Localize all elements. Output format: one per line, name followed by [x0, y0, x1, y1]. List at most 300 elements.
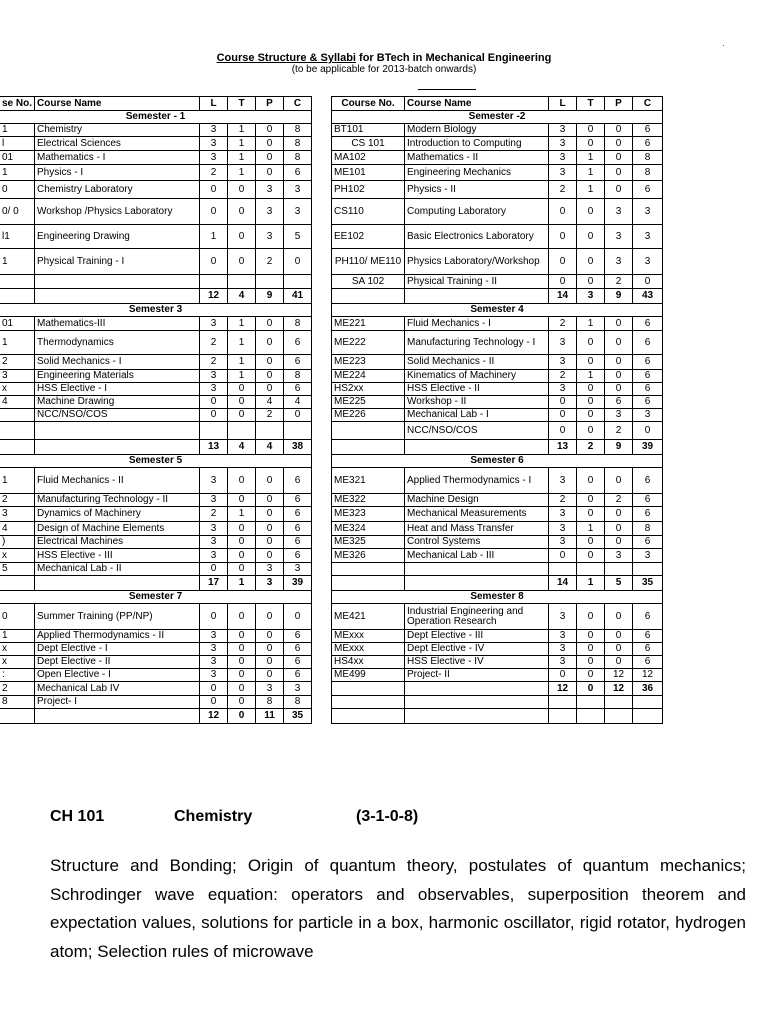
ltpc-t-right: 1: [577, 370, 605, 383]
ltpc-p-left: 2: [256, 409, 284, 422]
ltpc-t-right: 0: [577, 331, 605, 355]
ltpc-p-left: 0: [256, 604, 284, 630]
ltpc-p-right: 3: [605, 249, 633, 275]
ltpc-l-left: 0: [200, 181, 228, 199]
column-gap: [312, 151, 332, 165]
ltpc-c-right: 3: [633, 199, 663, 225]
page-title: [0, 52, 768, 64]
ltpc-c-left: 5: [284, 225, 312, 249]
course-no-left: 01: [0, 151, 35, 165]
total-row: [0, 709, 663, 724]
column-gap: [312, 289, 332, 304]
ltpc-l-left: 3: [200, 669, 228, 682]
course-no-right: BT101: [332, 124, 405, 137]
ltpc-c-right: 6: [633, 355, 663, 370]
ltpc-t-left: 0: [228, 225, 256, 249]
column-gap: [312, 97, 332, 111]
total-t-right: 3: [577, 289, 605, 304]
ltpc-t-right: 0: [577, 124, 605, 137]
column-gap: [312, 604, 332, 630]
ltpc-c-right: 3: [633, 549, 663, 563]
course-row: [0, 630, 663, 643]
total-spacer-left: [0, 289, 35, 304]
ltpc-l-left: 0: [200, 696, 228, 709]
ltpc-p-left: 3: [256, 563, 284, 576]
ltpc-l-right: 12: [549, 682, 577, 696]
ltpc-l-right: 0: [549, 422, 577, 440]
ltpc-t-right: 1: [577, 181, 605, 199]
ltpc-c-right: 3: [633, 409, 663, 422]
ltpc-c-left: 3: [284, 563, 312, 576]
course-name-left: Thermodynamics: [35, 331, 200, 355]
course-name-right: Solid Mechanics - II: [405, 355, 549, 370]
course-name-right: Machine Design: [405, 494, 549, 507]
ltpc-l-right: 0: [549, 396, 577, 409]
ltpc-c-right: 36: [633, 682, 663, 696]
column-gap: [312, 549, 332, 563]
ltpc-t-right: 0: [577, 199, 605, 225]
total-spacer-left: [35, 289, 200, 304]
course-no-left: 1: [0, 165, 35, 181]
course-row: [0, 199, 663, 225]
course-name-right: [405, 682, 549, 696]
course-name-right: HSS Elective - II: [405, 383, 549, 396]
total-l-right: 13: [549, 440, 577, 455]
ltpc-p-left: 0: [256, 137, 284, 151]
total-p-left: 9: [256, 289, 284, 304]
ltpc-l-right: 3: [549, 468, 577, 494]
ltpc-t-left: 0: [228, 522, 256, 536]
course-name-left: Open Elective - I: [35, 669, 200, 682]
course-name-right: Heat and Mass Transfer: [405, 522, 549, 536]
column-gap: [312, 370, 332, 383]
course-name-right: Basic Electronics Laboratory: [405, 225, 549, 249]
course-no-left: x: [0, 549, 35, 563]
ltpc-l-right: 0: [549, 409, 577, 422]
ltpc-p-left: 0: [256, 494, 284, 507]
semester-label-right: Semester 8: [332, 591, 663, 604]
column-gap: [312, 591, 332, 604]
course-row: [0, 275, 663, 289]
total-c-right: 35: [633, 576, 663, 591]
total-c-left: 38: [284, 440, 312, 455]
course-row: [0, 656, 663, 669]
course-no-right: MA102: [332, 151, 405, 165]
ltpc-t-right: 0: [577, 643, 605, 656]
course-row: [0, 643, 663, 656]
ltpc-p-right: 0: [605, 643, 633, 656]
ltpc-c-right: 6: [633, 468, 663, 494]
course-structure-table: [0, 96, 663, 724]
course-no-left: [0, 409, 35, 422]
ltpc-p-right: 0: [605, 370, 633, 383]
semester-label-left: Semester 3: [0, 304, 312, 317]
course-row: [0, 383, 663, 396]
corner-mark: .: [722, 38, 725, 49]
ltpc-p-left: [256, 275, 284, 289]
course-no-left: 2: [0, 682, 35, 696]
ltpc-p-right: 0: [605, 656, 633, 669]
course-no-right: ME322: [332, 494, 405, 507]
ltpc-t-left: 0: [228, 199, 256, 225]
ltpc-c-right: 6: [633, 494, 663, 507]
total-c-left: 41: [284, 289, 312, 304]
column-gap: [312, 124, 332, 137]
ltpc-c-left: 0: [284, 249, 312, 275]
course-row: [0, 563, 663, 576]
ltpc-c-right: 6: [633, 656, 663, 669]
course-no-right: ME101: [332, 165, 405, 181]
ltpc-c-right: 6: [633, 383, 663, 396]
ltpc-l-right: 3: [549, 630, 577, 643]
column-gap: [312, 317, 332, 331]
course-no-left: l: [0, 137, 35, 151]
course-no-right: MExxx: [332, 630, 405, 643]
course-no-right: ME324: [332, 522, 405, 536]
course-row: [0, 507, 663, 522]
column-gap: [312, 576, 332, 591]
course-no-left: 1: [0, 249, 35, 275]
course-no-right: ME321: [332, 468, 405, 494]
ltpc-p-left: 3: [256, 225, 284, 249]
ltpc-c-right: 6: [633, 124, 663, 137]
total-c-left: 39: [284, 576, 312, 591]
ltpc-l-left: 3: [200, 383, 228, 396]
course-name-right: HSS Elective - IV: [405, 656, 549, 669]
total-p-left: 11: [256, 709, 284, 724]
ltpc-l-right: 3: [549, 151, 577, 165]
ltpc-l-left: 3: [200, 643, 228, 656]
course-name-right: Engineering Mechanics: [405, 165, 549, 181]
ltpc-p-right: 0: [605, 536, 633, 549]
ltpc-p-right: 2: [605, 494, 633, 507]
course-name-left: Dept Elective - II: [35, 656, 200, 669]
ltpc-c-left: 6: [284, 507, 312, 522]
ltpc-l-left: 3: [200, 468, 228, 494]
course-no-right: ME326: [332, 549, 405, 563]
ltpc-t-left: 0: [228, 563, 256, 576]
course-no-right: MExxx: [332, 643, 405, 656]
course-name-right: Applied Thermodynamics - I: [405, 468, 549, 494]
ltpc-c-left: 3: [284, 181, 312, 199]
course-no-right: ME325: [332, 536, 405, 549]
ltpc-p-left: 3: [256, 682, 284, 696]
course-name-right: Workshop - II: [405, 396, 549, 409]
ltpc-t-left: 1: [228, 137, 256, 151]
total-p-left: 3: [256, 576, 284, 591]
ltpc-t-left: 1: [228, 331, 256, 355]
ltpc-p-right: 3: [605, 199, 633, 225]
total-spacer-right: [405, 289, 549, 304]
ltpc-t-left: 0: [228, 383, 256, 396]
total-l-right: 14: [549, 289, 577, 304]
ltpc-c-left: 6: [284, 331, 312, 355]
course-name-left: Dept Elective - I: [35, 643, 200, 656]
course-name-left: [35, 275, 200, 289]
ltpc-t-right: 1: [577, 317, 605, 331]
ltpc-p-left: 0: [256, 549, 284, 563]
course-name-right: [405, 563, 549, 576]
ltpc-p-left: 0: [256, 165, 284, 181]
ltpc-t-right: [577, 696, 605, 709]
course-name-left: Project- I: [35, 696, 200, 709]
column-gap: [312, 536, 332, 549]
ltpc-l-right: 3: [549, 604, 577, 630]
total-spacer-right: [332, 440, 405, 455]
ltpc-c-left: [284, 422, 312, 440]
course-row: [0, 317, 663, 331]
course-name-right: Mechanical Lab - III: [405, 549, 549, 563]
course-row: [0, 181, 663, 199]
course-no-right: PH102: [332, 181, 405, 199]
column-gap: [312, 181, 332, 199]
ltpc-c-right: 0: [633, 275, 663, 289]
ltpc-l-left: 1: [200, 225, 228, 249]
ltpc-l-right: 3: [549, 331, 577, 355]
column-gap: [312, 709, 332, 724]
ltpc-t-right: 0: [577, 656, 605, 669]
semester-label-left: Semester 5: [0, 455, 312, 468]
total-t-left: 4: [228, 440, 256, 455]
total-spacer-right: [332, 576, 405, 591]
ltpc-p-right: 0: [605, 331, 633, 355]
ltpc-c-right: 6: [633, 643, 663, 656]
ltpc-c-right: [633, 696, 663, 709]
ltpc-c-left: 0: [284, 604, 312, 630]
ltpc-l-right: 0: [549, 199, 577, 225]
ltpc-c-right: 6: [633, 536, 663, 549]
ltpc-p-left: 0: [256, 468, 284, 494]
header-l-left: L: [200, 97, 228, 111]
ltpc-p-right: [605, 696, 633, 709]
ltpc-p-right: 0: [605, 630, 633, 643]
course-heading: [0, 806, 768, 830]
course-name: Chemistry: [174, 808, 253, 825]
course-no-left: 1: [0, 468, 35, 494]
ltpc-l-left: 2: [200, 165, 228, 181]
ltpc-p-right: [605, 563, 633, 576]
semester-row: [0, 591, 663, 604]
ltpc-p-left: 0: [256, 630, 284, 643]
ltpc-t-right: 0: [577, 396, 605, 409]
course-no-right: [332, 696, 405, 709]
course-row: [0, 225, 663, 249]
ltpc-p-right: 0: [605, 317, 633, 331]
ltpc-p-right: 0: [605, 151, 633, 165]
course-no-left: 5: [0, 563, 35, 576]
course-no-left: 2: [0, 355, 35, 370]
title-underlined: Course Structure & Syllabi: [216, 52, 356, 64]
ltpc-p-right: 2: [605, 422, 633, 440]
ltpc-c-right: 12: [633, 669, 663, 682]
course-row: [0, 536, 663, 549]
total-spacer-left: [0, 576, 35, 591]
total-c-right: 39: [633, 440, 663, 455]
ltpc-p-right: 0: [605, 507, 633, 522]
total-spacer-right: [405, 709, 549, 724]
course-name-left: Chemistry Laboratory: [35, 181, 200, 199]
column-gap: [312, 304, 332, 317]
ltpc-t-left: 0: [228, 468, 256, 494]
course-name-right: [405, 696, 549, 709]
total-spacer-left: [0, 709, 35, 724]
course-no-left: 4: [0, 522, 35, 536]
ltpc-c-left: 6: [284, 355, 312, 370]
total-spacer-left: [35, 440, 200, 455]
course-no-left: 1: [0, 124, 35, 137]
course-no-left: :: [0, 669, 35, 682]
ltpc-t-left: 0: [228, 181, 256, 199]
header-p-right: P: [605, 97, 633, 111]
ltpc-p-left: 0: [256, 151, 284, 165]
ltpc-p-right: 0: [605, 522, 633, 536]
ltpc-p-right: 6: [605, 396, 633, 409]
course-no-right: SA 102: [332, 275, 405, 289]
total-spacer-right: [332, 709, 405, 724]
ltpc-p-left: 0: [256, 656, 284, 669]
ltpc-c-right: 6: [633, 630, 663, 643]
ltpc-p-right: 0: [605, 181, 633, 199]
ltpc-l-left: 0: [200, 409, 228, 422]
header-c-right: C: [633, 97, 663, 111]
course-name-left: Machine Drawing: [35, 396, 200, 409]
ltpc-t-left: 1: [228, 165, 256, 181]
ltpc-c-left: 8: [284, 317, 312, 331]
header-row: [0, 97, 663, 111]
total-l-left: 13: [200, 440, 228, 455]
ltpc-c-left: 0: [284, 409, 312, 422]
column-gap: [312, 455, 332, 468]
ltpc-p-left: 0: [256, 669, 284, 682]
column-gap: [312, 199, 332, 225]
column-gap: [312, 669, 332, 682]
semester-row: [0, 304, 663, 317]
course-name-right: Mechanical Measurements: [405, 507, 549, 522]
ltpc-p-right: 2: [605, 275, 633, 289]
course-row: [0, 549, 663, 563]
ltpc-l-left: [200, 422, 228, 440]
ltpc-p-right: 12: [605, 669, 633, 682]
ltpc-p-right: 0: [605, 165, 633, 181]
ltpc-t-left: [228, 422, 256, 440]
ltpc-l-right: 2: [549, 370, 577, 383]
course-name-left: Engineering Drawing: [35, 225, 200, 249]
ltpc-t-left: 0: [228, 396, 256, 409]
ltpc-t-left: 1: [228, 355, 256, 370]
ltpc-t-right: 0: [577, 630, 605, 643]
column-gap: [312, 409, 332, 422]
course-name-left: Physics - I: [35, 165, 200, 181]
ltpc-t-right: 1: [577, 151, 605, 165]
course-description: Structure and Bonding; Origin of quantum theory, postulates of quantum mechanics; Schrodinger wave equation: operators and observables, superposition theorem and expectation values, solutions for particle in a box, harmonic oscillator, rigid rotator, hydrogen atom; Selection rules of microwave: [50, 856, 746, 961]
course-row: [0, 409, 663, 422]
course-name-left: Solid Mechanics - I: [35, 355, 200, 370]
ltpc-p-left: 2: [256, 249, 284, 275]
ltpc-l-right: 3: [549, 522, 577, 536]
ltpc-l-left: 3: [200, 549, 228, 563]
course-no-left: 1: [0, 630, 35, 643]
total-t-right: 2: [577, 440, 605, 455]
total-row: [0, 440, 663, 455]
ltpc-t-left: 1: [228, 317, 256, 331]
course-no-left: 1: [0, 331, 35, 355]
header-t-left: T: [228, 97, 256, 111]
semester-row: [0, 455, 663, 468]
course-no-right: HS4xx: [332, 656, 405, 669]
total-p-right: [605, 709, 633, 724]
ltpc-l-left: 3: [200, 151, 228, 165]
header-course-name-right: Course Name: [405, 97, 549, 111]
course-no-left: [0, 422, 35, 440]
ltpc-c-right: 6: [633, 181, 663, 199]
course-no-right: CS110: [332, 199, 405, 225]
course-credits: (3-1-0-8): [356, 808, 419, 825]
course-no-left: x: [0, 383, 35, 396]
column-gap: [312, 331, 332, 355]
ltpc-l-right: 3: [549, 355, 577, 370]
ltpc-p-left: 0: [256, 522, 284, 536]
course-name-right: Manufacturing Technology - I: [405, 331, 549, 355]
course-no-right: ME225: [332, 396, 405, 409]
ltpc-l-left: 0: [200, 563, 228, 576]
ltpc-t-left: 1: [228, 507, 256, 522]
ltpc-p-right: 3: [605, 549, 633, 563]
course-row: [0, 696, 663, 709]
ltpc-p-right: 12: [605, 682, 633, 696]
ltpc-t-left: 0: [228, 409, 256, 422]
ltpc-t-left: 1: [228, 370, 256, 383]
course-no-left: x: [0, 643, 35, 656]
total-spacer-right: [405, 440, 549, 455]
ltpc-l-right: 2: [549, 181, 577, 199]
ltpc-t-left: 0: [228, 604, 256, 630]
ltpc-c-right: 8: [633, 165, 663, 181]
ltpc-c-right: 6: [633, 507, 663, 522]
column-gap: [312, 355, 332, 370]
ltpc-c-right: 6: [633, 137, 663, 151]
course-no-right: ME223: [332, 355, 405, 370]
ltpc-t-left: 0: [228, 249, 256, 275]
header-course-no-left: se No.: [0, 97, 35, 111]
course-name-right: NCC/NSO/COS: [405, 422, 549, 440]
course-name-right: Mathematics - II: [405, 151, 549, 165]
course-name-right: Fluid Mechanics - I: [405, 317, 549, 331]
ltpc-c-left: 3: [284, 682, 312, 696]
course-name-right: Physical Training - II: [405, 275, 549, 289]
ltpc-t-left: 0: [228, 669, 256, 682]
ltpc-t-left: 0: [228, 549, 256, 563]
ltpc-l-right: 3: [549, 536, 577, 549]
ltpc-c-right: 8: [633, 151, 663, 165]
ltpc-c-left: 3: [284, 199, 312, 225]
title-rest: for BTech in Mechanical Engineering: [355, 52, 552, 64]
course-name-left: Mathematics - I: [35, 151, 200, 165]
ltpc-c-left: 6: [284, 536, 312, 549]
ltpc-t-right: 0: [577, 275, 605, 289]
ltpc-l-left: 3: [200, 137, 228, 151]
semester-label-right: Semester -2: [332, 111, 663, 124]
course-name-right: Physics Laboratory/Workshop: [405, 249, 549, 275]
ltpc-l-right: 0: [549, 549, 577, 563]
course-no-left: x: [0, 656, 35, 669]
course-no-left: 4: [0, 396, 35, 409]
column-gap: [312, 494, 332, 507]
course-name-right: Industrial Engineering and Operation Research: [405, 604, 549, 630]
ltpc-c-left: 6: [284, 549, 312, 563]
course-row: [0, 355, 663, 370]
ltpc-c-left: 6: [284, 643, 312, 656]
column-gap: [312, 111, 332, 124]
